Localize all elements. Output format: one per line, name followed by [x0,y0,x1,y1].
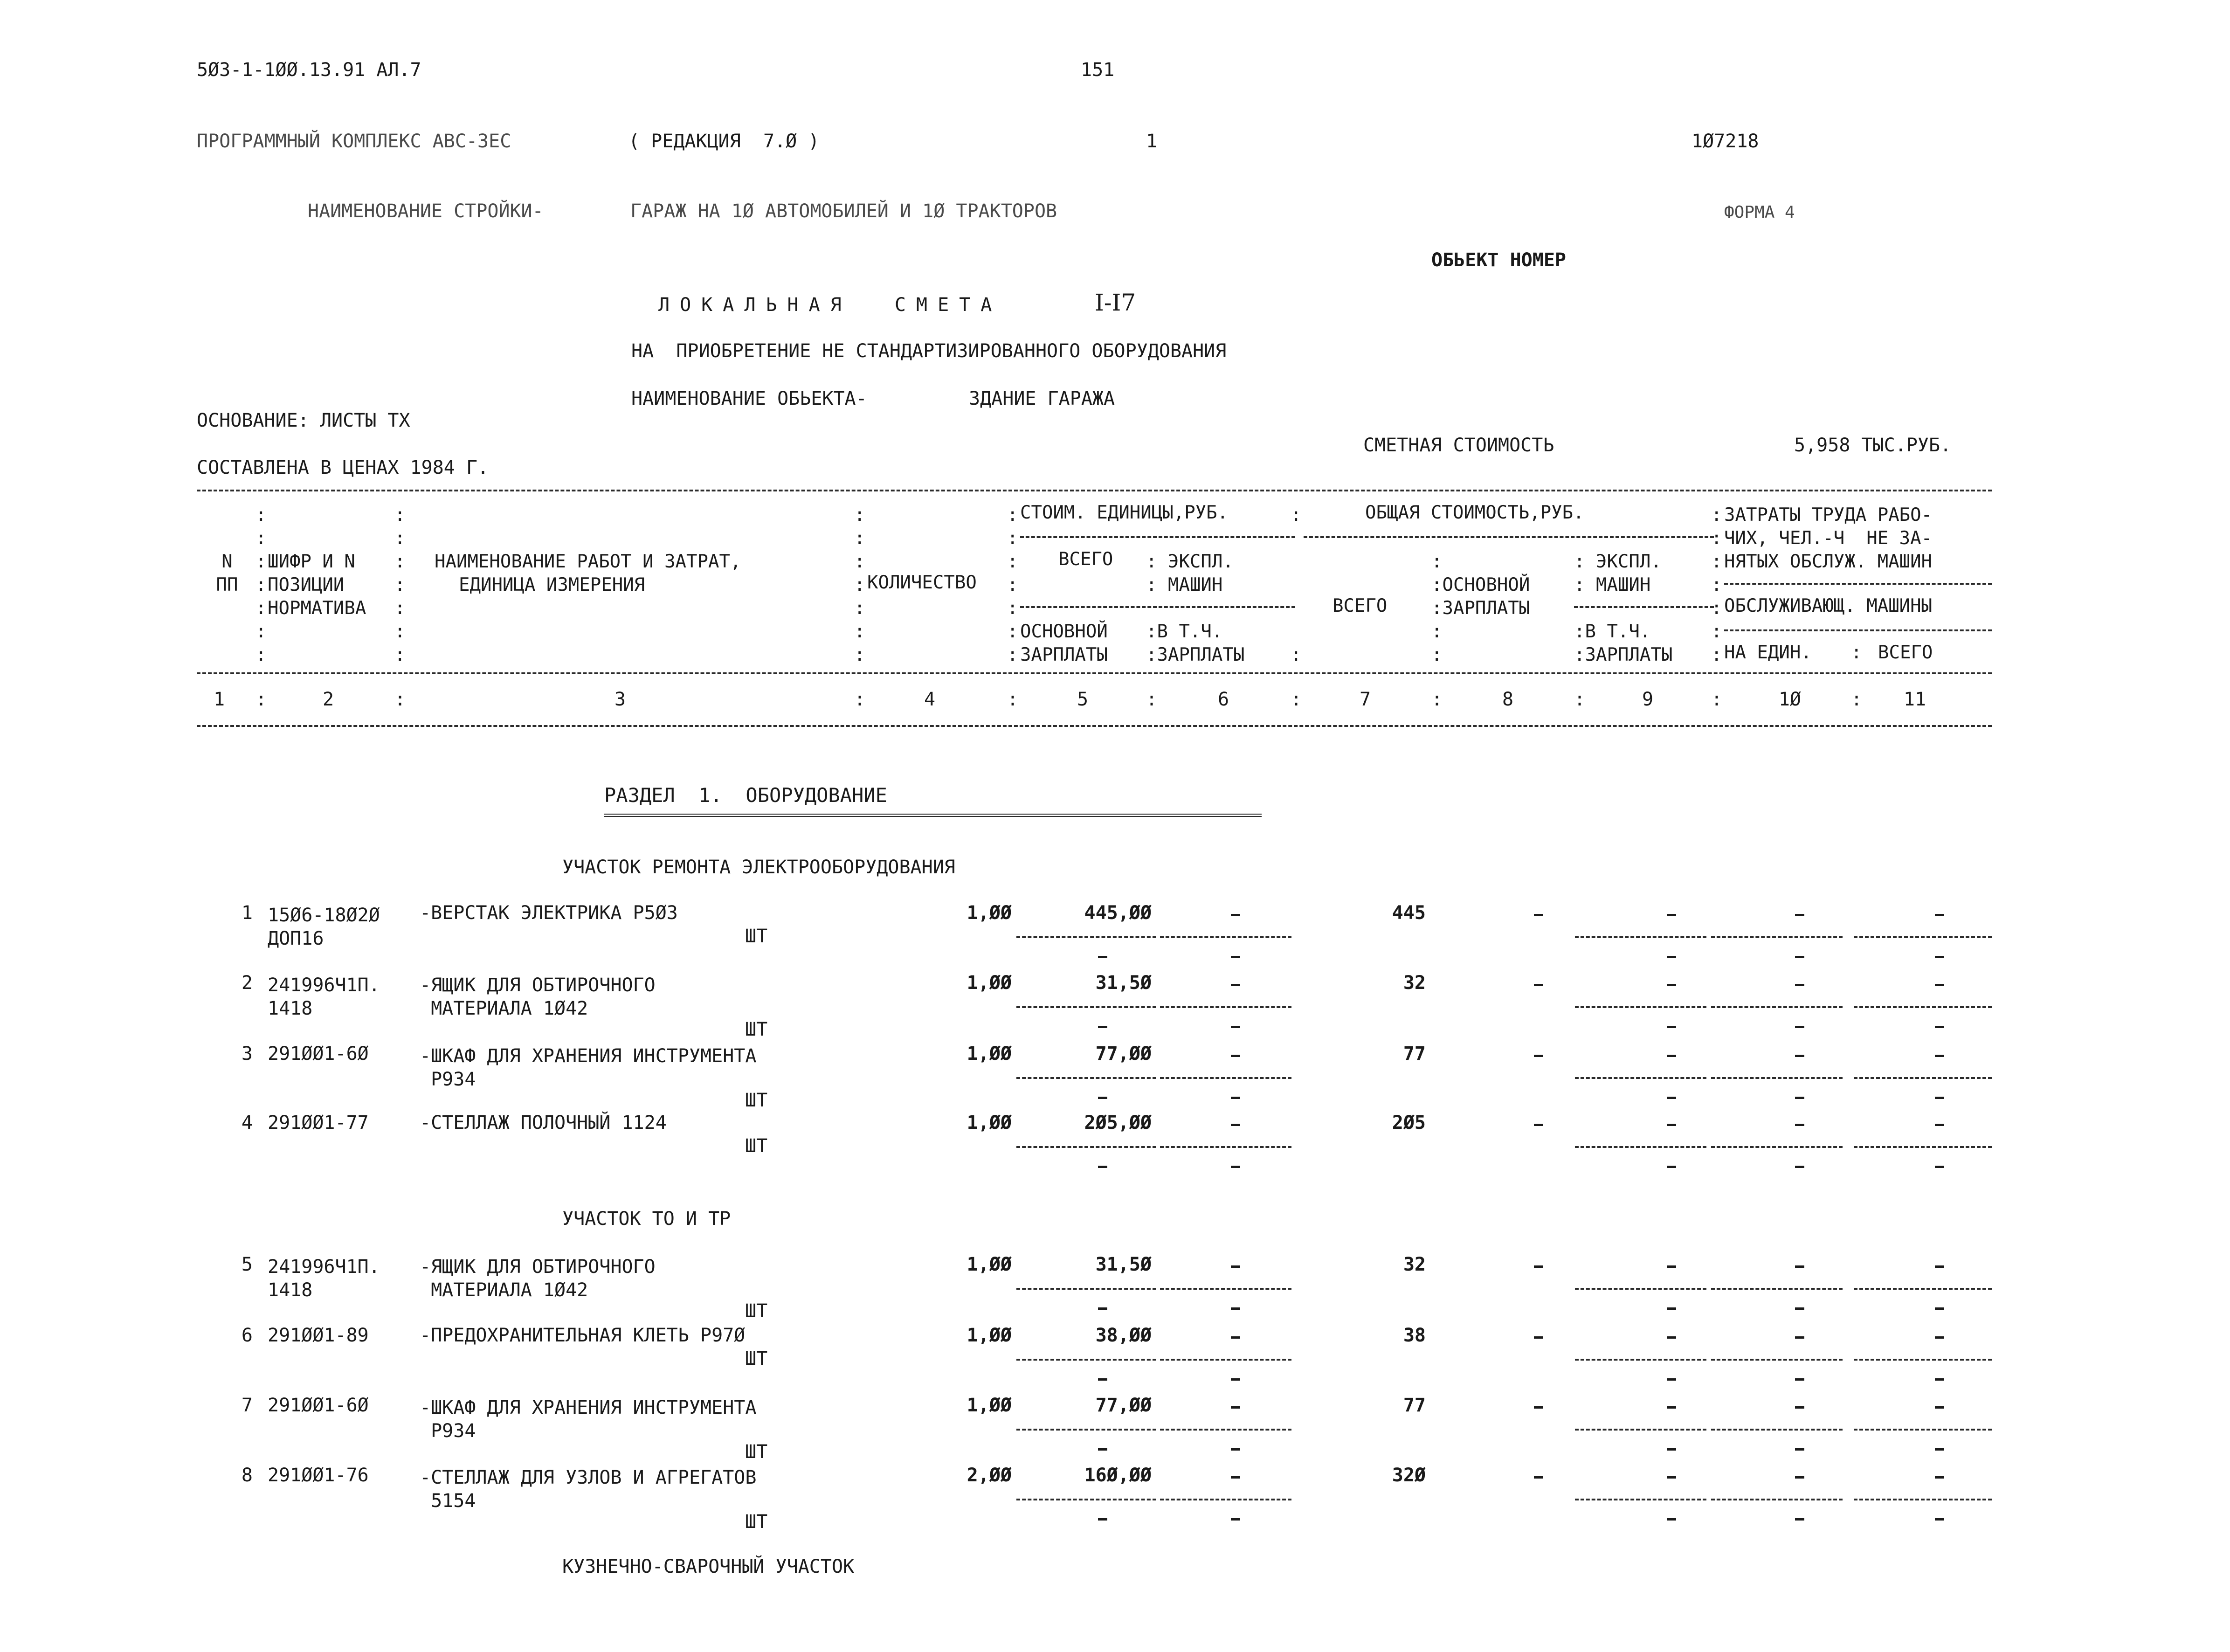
item-quantity: 1,ØØ [967,1112,1012,1134]
empty-value-dash [1534,984,1543,986]
page-number: 151 [1081,59,1115,81]
header-total-base-salary: : :ОСНОВНОЙ :ЗАРПЛАТЫ : : [1431,551,1530,665]
empty-value-dash [1098,1166,1107,1168]
empty-value-dash [1935,956,1944,958]
item-unit: ШТ [745,1441,768,1463]
empty-value-dash [1795,1336,1804,1339]
item-unit-price: 31,5Ø [1095,1254,1152,1275]
item-name: -ШКАФ ДЛЯ ХРАНЕНИЯ ИНСТРУМЕНТА Р934 [420,1045,757,1090]
sheet-number: 1 [1146,131,1158,152]
document-id: 1Ø7218 [1691,131,1759,152]
header-total-total: ВСЕГО [1332,595,1388,616]
section-underline [604,814,1262,817]
item-code: 15Ø6-18Ø2Ø ДОП16 [268,905,380,949]
column-number: 6 [1217,689,1229,710]
item-unit-price: 2Ø5,ØØ [1084,1112,1152,1134]
empty-value-dash [1231,1265,1240,1268]
item-number: 5 [241,1254,253,1275]
cell-underline [1016,1146,1156,1148]
object-name: ЗДАНИЕ ГАРАЖА [969,388,1115,409]
item-name: -ВЕРСТАК ЭЛЕКТРИКА Р5Ø3 [420,902,678,924]
header-total-machine: : ЭКСПЛ. : МАШИН [1574,551,1662,595]
header-separator: : : : : : : : [1711,505,1722,665]
item-code: 291ØØ1-76 [268,1465,369,1486]
empty-value-dash [1667,1124,1676,1126]
item-number: 4 [241,1112,253,1134]
empty-value-dash [1534,1055,1543,1057]
empty-value-dash [1231,1336,1240,1339]
empty-value-dash [1795,914,1804,916]
header-labor-total: ВСЕГО [1878,642,1933,663]
cell-underline [1854,1429,1992,1431]
header-col-quantity: КОЛИЧЕСТВО [867,572,977,593]
document-code: 5Ø3-1-1ØØ.13.91 АЛ.7 [197,59,421,81]
header-unit-base-salary: ОСНОВНОЙ ЗАРПЛАТЫ [1020,621,1108,665]
item-unit: ШТ [745,926,768,947]
empty-value-dash [1795,1124,1804,1126]
header-unit-total: ВСЕГО [1058,549,1113,570]
item-total-cost: 2Ø5 [1392,1112,1426,1134]
header-bottom-rule [197,725,1992,727]
cell-underline [1160,1077,1291,1079]
item-name: -ЯЩИК ДЛЯ ОБТИРОЧНОГО МАТЕРИАЛА 1Ø42 [420,975,656,1019]
column-number: 5 [1077,689,1089,710]
column-number: 9 [1642,689,1654,710]
empty-value-dash [1935,1097,1944,1099]
program-edition: ( РЕДАКЦИЯ 7.Ø ) [628,131,820,152]
subsection-title: КУЗНЕЧНО-СВАРОЧНЫЙ УЧАСТОК [562,1556,855,1577]
empty-value-dash [1935,1518,1944,1521]
empty-value-dash [1098,1518,1107,1521]
cell-underline [1711,1288,1843,1290]
item-name: -ЯЩИК ДЛЯ ОБТИРОЧНОГО МАТЕРИАЛА 1Ø42 [420,1256,656,1301]
cell-underline [1854,1288,1992,1290]
cell-underline [1160,1006,1291,1008]
header-labor-group: ЗАТРАТЫ ТРУДА РАБО- ЧИХ, ЧЕЛ.-Ч НЕ ЗА- НЯТЫХ ОБСЛУЖ. МАШИН [1724,505,1933,572]
item-name: -СТЕЛЛАЖ ДЛЯ УЗЛОВ И АГРЕГАТОВ 5154 [420,1467,757,1512]
empty-value-dash [1667,1378,1676,1381]
section-title: РАЗДЕЛ 1. ОБОРУДОВАНИЕ [604,784,887,807]
cell-underline [1575,1359,1706,1361]
empty-value-dash [1098,1097,1107,1099]
cell-underline [1575,1499,1706,1500]
empty-value-dash [1231,1026,1240,1028]
cell-underline [1160,1499,1291,1500]
item-unit-price: 16Ø,ØØ [1084,1465,1152,1486]
empty-value-dash [1795,1406,1804,1409]
empty-value-dash [1231,1476,1240,1479]
cell-underline [1016,1429,1156,1431]
empty-value-dash [1935,1336,1944,1339]
cell-underline [1711,1146,1843,1148]
cell-underline [1016,1499,1156,1500]
header-mid-rule [197,672,1992,674]
item-code: 291ØØ1-6Ø [268,1395,369,1416]
item-code: 291ØØ1-89 [268,1325,369,1346]
cell-underline [1575,936,1706,938]
cell-underline [1854,1499,1992,1500]
empty-value-dash [1795,984,1804,986]
estimated-cost-label: СМЕТНАЯ СТОИМОСТЬ [1363,435,1554,456]
item-total-cost: 445 [1392,902,1426,924]
header-labor-service: ОБСЛУЖИВАЮЩ. МАШИНЫ [1724,595,1933,616]
item-unit: ШТ [745,1135,768,1157]
empty-value-dash [1795,1055,1804,1057]
header-top-rule [197,490,1992,491]
subsection-title: УЧАСТОК РЕМОНТА ЭЛЕКТРООБОРУДОВАНИЯ [562,857,955,878]
empty-value-dash [1231,1055,1240,1057]
empty-value-dash [1935,1448,1944,1451]
empty-value-dash [1795,1166,1804,1168]
item-quantity: 1,ØØ [967,972,1012,994]
header-total-cost-group: ОБЩАЯ СТОИМОСТЬ,РУБ. [1365,502,1584,523]
header-unit-cost-group: СТОИМ. ЕДИНИЦЫ,РУБ. [1020,502,1229,523]
cell-underline [1854,1146,1992,1148]
empty-value-dash [1231,956,1240,958]
empty-value-dash [1231,1448,1240,1451]
empty-value-dash [1795,1026,1804,1028]
estimate-number: I-I7 [1095,289,1136,316]
item-quantity: 1,ØØ [967,1395,1012,1416]
cell-underline [1711,1359,1843,1361]
cell-underline [1711,1006,1843,1008]
empty-value-dash [1231,1378,1240,1381]
header-rule [1724,629,1992,631]
header-separator: : : : : : : : [394,505,406,665]
header-rule [1574,606,1714,608]
header-col-number: N ПП [216,551,238,595]
item-unit: ШТ [745,1511,768,1533]
column-number: 7 [1359,689,1371,710]
cell-underline [1575,1288,1706,1290]
column-number: 2 [322,689,334,710]
empty-value-dash [1231,1124,1240,1126]
empty-value-dash [1935,1124,1944,1126]
item-unit: ШТ [745,1300,768,1322]
empty-value-dash [1935,1476,1944,1479]
empty-value-dash [1667,1055,1676,1057]
item-number: 7 [241,1395,253,1416]
item-unit-price: 31,5Ø [1095,972,1152,994]
form-label: ФОРМА 4 [1724,203,1795,222]
item-unit: ШТ [745,1348,768,1369]
cell-underline [1160,1146,1291,1148]
item-number: 6 [241,1325,253,1346]
header-rule [1020,606,1295,608]
column-number: 1 [213,689,225,710]
empty-value-dash [1667,1448,1676,1451]
item-total-cost: 32Ø [1392,1465,1426,1486]
empty-value-dash [1795,1518,1804,1521]
empty-value-dash [1098,956,1107,958]
header-rule [1020,536,1295,538]
empty-value-dash [1231,1518,1240,1521]
item-number: 8 [241,1465,253,1486]
empty-value-dash [1534,1476,1543,1479]
item-number: 2 [241,972,253,994]
cell-underline [1016,1006,1156,1008]
object-name-label: НАИМЕНОВАНИЕ ОБЬЕКТА- [631,388,867,409]
item-number: 3 [241,1043,253,1064]
item-quantity: 1,ØØ [967,902,1012,924]
empty-value-dash [1667,1307,1676,1310]
empty-value-dash [1935,1166,1944,1168]
empty-value-dash [1667,1518,1676,1521]
empty-value-dash [1795,1307,1804,1310]
item-unit-price: 77,ØØ [1095,1043,1152,1064]
cell-underline [1575,1006,1706,1008]
item-name: -СТЕЛЛАЖ ПОЛОЧНЫЙ 1124 [420,1112,667,1134]
estimate-purpose: НА ПРИОБРЕТЕНИЕ НЕ СТАНДАРТИЗИРОВАННОГО ОБОРУДОВАНИЯ [631,340,1227,362]
cell-underline [1160,1429,1291,1431]
empty-value-dash [1231,1307,1240,1310]
header-col-code: ШИФР И N ПОЗИЦИИ НОРМАТИВА [268,551,366,619]
price-base-note: СОСТАВЛЕНА В ЦЕНАХ 1984 Г. [197,457,489,478]
item-unit-price: 38,ØØ [1095,1325,1152,1346]
item-total-cost: 32 [1403,972,1426,994]
empty-value-dash [1098,1378,1107,1381]
column-number: 11 [1903,689,1926,710]
empty-value-dash [1667,1026,1676,1028]
cell-underline [1854,1006,1992,1008]
cell-underline [1711,1077,1843,1079]
empty-value-dash [1795,1265,1804,1268]
header-labor-per-unit: НА ЕДИН. [1724,642,1812,663]
empty-value-dash [1534,1265,1543,1268]
empty-value-dash [1667,1336,1676,1339]
cell-underline [1854,1359,1992,1361]
item-number: 1 [241,902,253,924]
item-unit-price: 77,ØØ [1095,1395,1152,1416]
empty-value-dash [1534,1336,1543,1339]
subsection-title: УЧАСТОК ТО И ТР [562,1208,731,1230]
empty-value-dash [1795,1097,1804,1099]
empty-value-dash [1231,1406,1240,1409]
empty-value-dash [1667,956,1676,958]
empty-value-dash [1795,1476,1804,1479]
cell-underline [1016,1359,1156,1361]
program-name: ПРОГРАММНЫЙ КОМПЛЕКС АВС-3ЕС [197,131,511,152]
cell-underline [1160,1359,1291,1361]
item-total-cost: 32 [1403,1254,1426,1275]
header-separator: : : [1291,505,1302,665]
empty-value-dash [1098,1307,1107,1310]
item-unit-price: 445,ØØ [1084,902,1152,924]
empty-value-dash [1231,1166,1240,1168]
cell-underline [1854,1077,1992,1079]
item-quantity: 2,ØØ [967,1465,1012,1486]
empty-value-dash [1667,1476,1676,1479]
empty-value-dash [1667,984,1676,986]
header-unit-machine: : ЭКСПЛ. : МАШИН [1146,551,1234,595]
header-rule [1724,583,1992,585]
header-total-incl-salary: :В Т.Ч. :ЗАРПЛАТЫ [1574,621,1673,665]
estimate-title: ЛОКАЛЬНАЯ СМЕТА [658,294,1002,316]
cell-underline [1711,936,1843,938]
empty-value-dash [1098,1026,1107,1028]
header-separator: : : : : : : : [854,505,865,665]
item-code: 241996Ч1П. 1418 [268,975,380,1019]
empty-value-dash [1935,1026,1944,1028]
item-quantity: 1,ØØ [967,1325,1012,1346]
header-unit-incl-salary: :В Т.Ч. :ЗАРПЛАТЫ [1146,621,1245,665]
empty-value-dash [1534,914,1543,916]
empty-value-dash [1935,1307,1944,1310]
item-quantity: 1,ØØ [967,1043,1012,1064]
construction-name: ГАРАЖ НА 1Ø АВТОМОБИЛЕЙ И 1Ø ТРАКТОРОВ [630,200,1057,222]
item-total-cost: 77 [1403,1043,1426,1064]
empty-value-dash [1935,1265,1944,1268]
cell-underline [1016,936,1156,938]
object-number-label: ОБЬЕКТ НОМЕР [1431,249,1566,271]
empty-value-dash [1231,984,1240,986]
empty-value-dash [1667,1097,1676,1099]
empty-value-dash [1795,1378,1804,1381]
item-unit: ШТ [745,1019,768,1040]
empty-value-dash [1935,1055,1944,1057]
cell-underline [1160,936,1291,938]
item-code: 291ØØ1-77 [268,1112,369,1134]
item-code: 291ØØ1-6Ø [268,1043,369,1064]
header-separator: : : : : : : : [1007,505,1018,665]
item-total-cost: 38 [1403,1325,1426,1346]
cell-underline [1854,936,1992,938]
header-rule [1304,536,1714,538]
item-total-cost: 77 [1403,1395,1426,1416]
empty-value-dash [1795,956,1804,958]
empty-value-dash [1667,1406,1676,1409]
item-quantity: 1,ØØ [967,1254,1012,1275]
cell-underline [1575,1146,1706,1148]
empty-value-dash [1534,1124,1543,1126]
header-labor-separator: : [1851,642,1862,663]
empty-value-dash [1935,914,1944,916]
estimate-basis: ОСНОВАНИЕ: ЛИСТЫ ТХ [197,410,410,431]
item-name: -ШКАФ ДЛЯ ХРАНЕНИЯ ИНСТРУМЕНТА Р934 [420,1397,757,1442]
empty-value-dash [1231,1097,1240,1099]
empty-value-dash [1795,1448,1804,1451]
empty-value-dash [1231,914,1240,916]
header-separator: : : : : : : : [255,505,267,665]
estimated-cost-value: 5,958 ТЫС.РУБ. [1794,435,1952,456]
item-unit: ШТ [745,1090,768,1111]
item-code: 241996Ч1П. 1418 [268,1256,380,1301]
cell-underline [1575,1077,1706,1079]
cell-underline [1711,1499,1843,1500]
cell-underline [1016,1077,1156,1079]
cell-underline [1575,1429,1706,1431]
empty-value-dash [1667,1166,1676,1168]
column-number: 3 [614,689,626,710]
empty-value-dash [1534,1406,1543,1409]
empty-value-dash [1667,914,1676,916]
empty-value-dash [1935,984,1944,986]
empty-value-dash [1667,1265,1676,1268]
item-name: -ПРЕДОХРАНИТЕЛЬНАЯ КЛЕТЬ Р97Ø [420,1325,746,1346]
cell-underline [1016,1288,1156,1290]
column-number: 1Ø [1778,689,1802,710]
column-number: 4 [924,689,936,710]
empty-value-dash [1935,1406,1944,1409]
empty-value-dash [1098,1448,1107,1451]
empty-value-dash [1935,1378,1944,1381]
column-number: 8 [1502,689,1514,710]
header-col-name: НАИМЕНОВАНИЕ РАБОТ И ЗАТРАТ, ЕДИНИЦА ИЗМЕРЕНИЯ [435,551,741,595]
construction-label: НАИМЕНОВАНИЕ СТРОЙКИ- [308,200,544,222]
cell-underline [1160,1288,1291,1290]
cell-underline [1711,1429,1843,1431]
